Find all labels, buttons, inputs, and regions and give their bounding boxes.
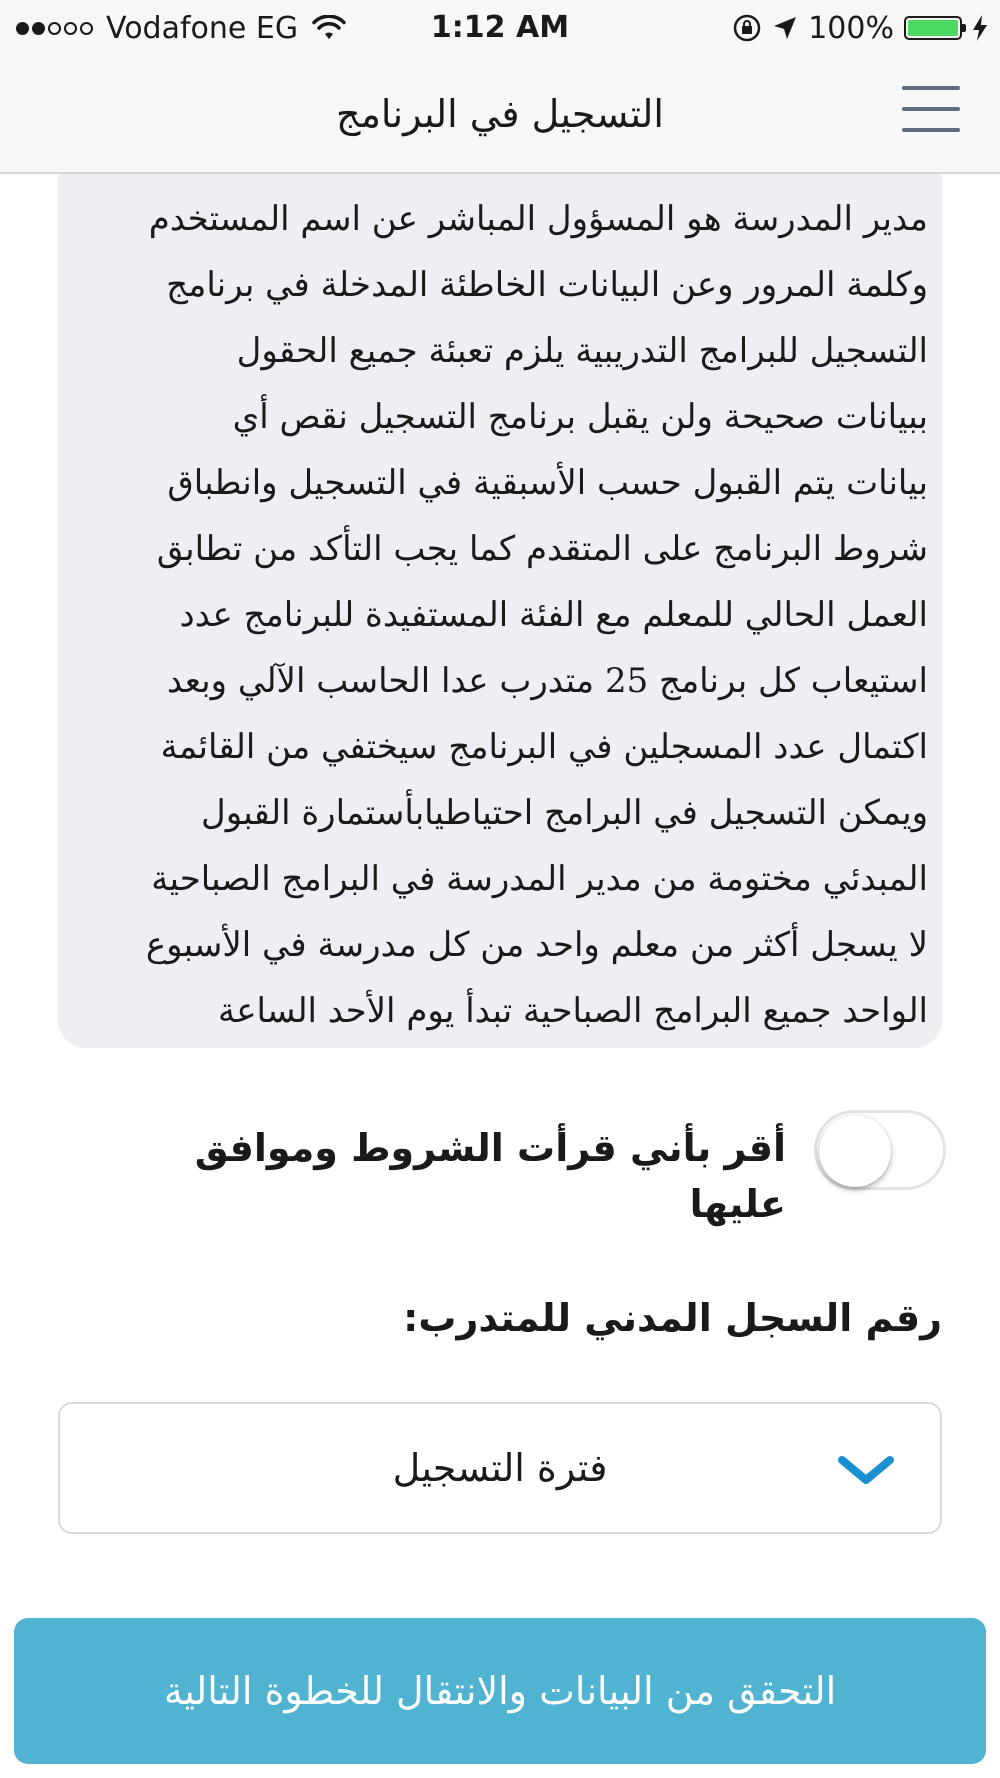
terms-scroll-box[interactable] xyxy=(58,174,942,1048)
status-time: 1:12 AM xyxy=(430,10,570,45)
battery-icon xyxy=(904,16,962,40)
toggle-knob xyxy=(819,1115,891,1187)
verify-next-button[interactable]: التحقق من البيانات والانتقال للخطوة التالية xyxy=(14,1618,986,1764)
orientation-lock-icon xyxy=(732,13,762,43)
carrier-name: Vodafone EG xyxy=(106,10,299,46)
agree-label: أقر بأني قرأت الشروط وموافق عليها xyxy=(194,1126,786,1226)
hamburger-menu-icon[interactable] xyxy=(902,86,960,132)
nav-bar xyxy=(0,56,1000,174)
terms-text: مدير المدرسة هو المسؤول المباشر عن اسم المستخدم وكلمة المرور وعن البيانات الخاطئة المدخلة في برنامج التسجيل للبرامج التدريبية يلزم تعبئة جميع الحقول ببيانات صحيحة ولن يقبل برنامج التسجيل نقص أي بيانات يتم القبول حسب الأسبقية في التسجيل وانطباق شروط البرنامج على المتقدم كما يجب التأكد من تطابق العمل الحالي للمعلم مع الفئة المستفيدة للبرنامج عدد استيعاب كل برنامج 25 متدرب عدا الحاسب الآلي وبعد اكتمال عدد المسجلين في البرنامج سيختفي من القائمة ويمكن التسجيل في البرامج احتياطيابأستمارة القبول المبدئي مختومة من مدير المدرسة في البرامج الصباحية لا يسجل أكثر من معلم واحد من كل مدرسة في الأسبوع الواحد جميع البرامج الصباحية تبدأ يوم الأحد الساعة xyxy=(145,199,928,1031)
charging-bolt-icon xyxy=(972,15,988,41)
registration-period-select[interactable] xyxy=(58,1402,942,1534)
agree-toggle[interactable] xyxy=(814,1110,946,1190)
location-arrow-icon xyxy=(772,15,798,41)
status-bar xyxy=(0,0,1000,56)
civil-id-label: رقم السجل المدني للمتدرب: xyxy=(403,1296,942,1340)
agree-row xyxy=(150,1106,946,1226)
status-right xyxy=(732,8,988,48)
page-title: التسجيل في البرنامج xyxy=(336,92,664,136)
select-value: فترة التسجيل xyxy=(392,1446,608,1490)
battery-fill xyxy=(908,20,958,36)
battery-percent: 100% xyxy=(808,10,894,46)
chevron-down-icon xyxy=(836,1454,896,1488)
